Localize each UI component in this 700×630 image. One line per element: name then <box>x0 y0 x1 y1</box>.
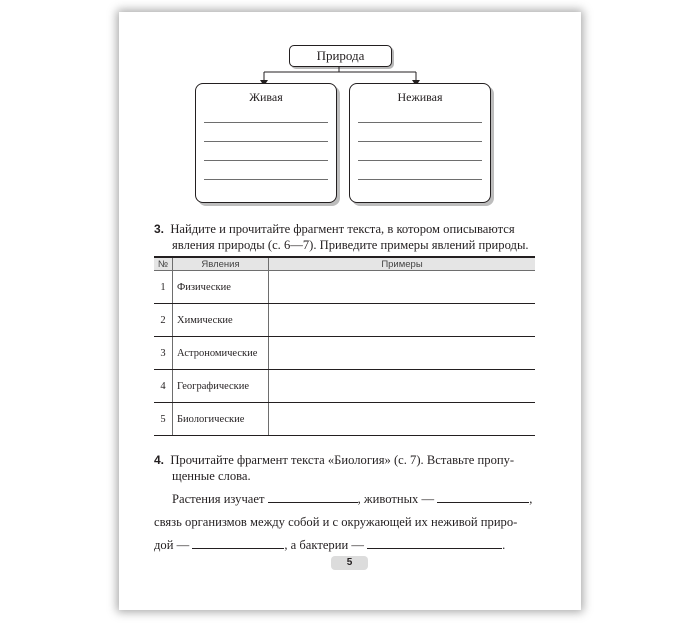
table-row <box>154 304 535 337</box>
task-3-number: 3. <box>154 222 165 236</box>
task-4-line-1: Прочитайте фрагмент текста «Биология» (с. 7). Вставьте пропу- <box>170 453 515 467</box>
table-row <box>154 403 535 436</box>
task-4-line-2: щенные слова. <box>172 469 251 483</box>
row-number: 2 <box>154 304 173 337</box>
task-3-line-2: явления природы (с. 6—7). Приведите примеры явлений природы. <box>172 238 529 252</box>
table-row <box>154 271 535 304</box>
col-phenomena-header: Явления <box>173 257 269 271</box>
table-row <box>154 337 535 370</box>
answer-line[interactable] <box>204 160 328 161</box>
answer-line[interactable] <box>358 179 482 180</box>
table-header-row <box>154 257 535 271</box>
phenomenon-name: Биологические <box>173 403 269 436</box>
fill-line-3 <box>154 534 549 557</box>
examples-cell[interactable] <box>269 271 536 304</box>
row-number: 5 <box>154 403 173 436</box>
answer-line[interactable] <box>204 179 328 180</box>
examples-cell[interactable] <box>269 403 536 436</box>
fill-line-1 <box>154 488 549 511</box>
task-4-number: 4. <box>154 453 165 467</box>
row-number: 1 <box>154 271 173 304</box>
blank-ecology[interactable] <box>192 537 284 549</box>
phenomenon-name: Химические <box>173 304 269 337</box>
blank-bacteria-science[interactable] <box>367 537 502 549</box>
answer-line[interactable] <box>204 122 328 123</box>
examples-cell[interactable] <box>269 370 536 403</box>
text-fragment: , животных — <box>357 492 435 506</box>
examples-cell[interactable] <box>269 304 536 337</box>
col-examples-header: Примеры <box>269 257 536 271</box>
text-fragment: , а бактерии — <box>284 538 364 552</box>
workbook-page <box>119 12 581 610</box>
answer-line[interactable] <box>358 141 482 142</box>
nonliving-nature-heading: Неживая <box>397 90 443 104</box>
table-row <box>154 370 535 403</box>
phenomenon-name: Географические <box>173 370 269 403</box>
row-number: 4 <box>154 370 173 403</box>
phenomenon-name: Физические <box>173 271 269 304</box>
fill-in-paragraph <box>154 488 549 557</box>
answer-line[interactable] <box>358 160 482 161</box>
task-3-text <box>154 221 549 253</box>
phenomenon-name: Астрономические <box>173 337 269 370</box>
answer-line[interactable] <box>204 141 328 142</box>
col-number-header: № <box>154 257 173 271</box>
examples-cell[interactable] <box>269 337 536 370</box>
task-3-line-1: Найдите и прочитайте фрагмент текста, в котором описываются <box>170 222 515 236</box>
row-number: 3 <box>154 337 173 370</box>
blank-plants-science[interactable] <box>268 491 358 503</box>
blank-animals-science[interactable] <box>437 491 529 503</box>
page-number: 5 <box>331 556 368 570</box>
diagram-root-label: Природа <box>316 48 365 63</box>
text-fragment: Растения изучает <box>172 492 265 506</box>
living-nature-panel <box>195 83 337 203</box>
task-4-text <box>154 452 549 484</box>
text-fragment: . <box>502 538 506 552</box>
text-fragment: , <box>529 492 533 506</box>
living-nature-heading: Живая <box>249 90 283 104</box>
diagram-connector <box>119 12 581 92</box>
answer-line[interactable] <box>358 122 482 123</box>
nonliving-nature-panel <box>349 83 491 203</box>
phenomena-table <box>154 256 535 436</box>
fill-line-2: связь организмов между собой и с окружающей их неживой приро- <box>154 515 518 529</box>
text-fragment: дой — <box>154 538 190 552</box>
